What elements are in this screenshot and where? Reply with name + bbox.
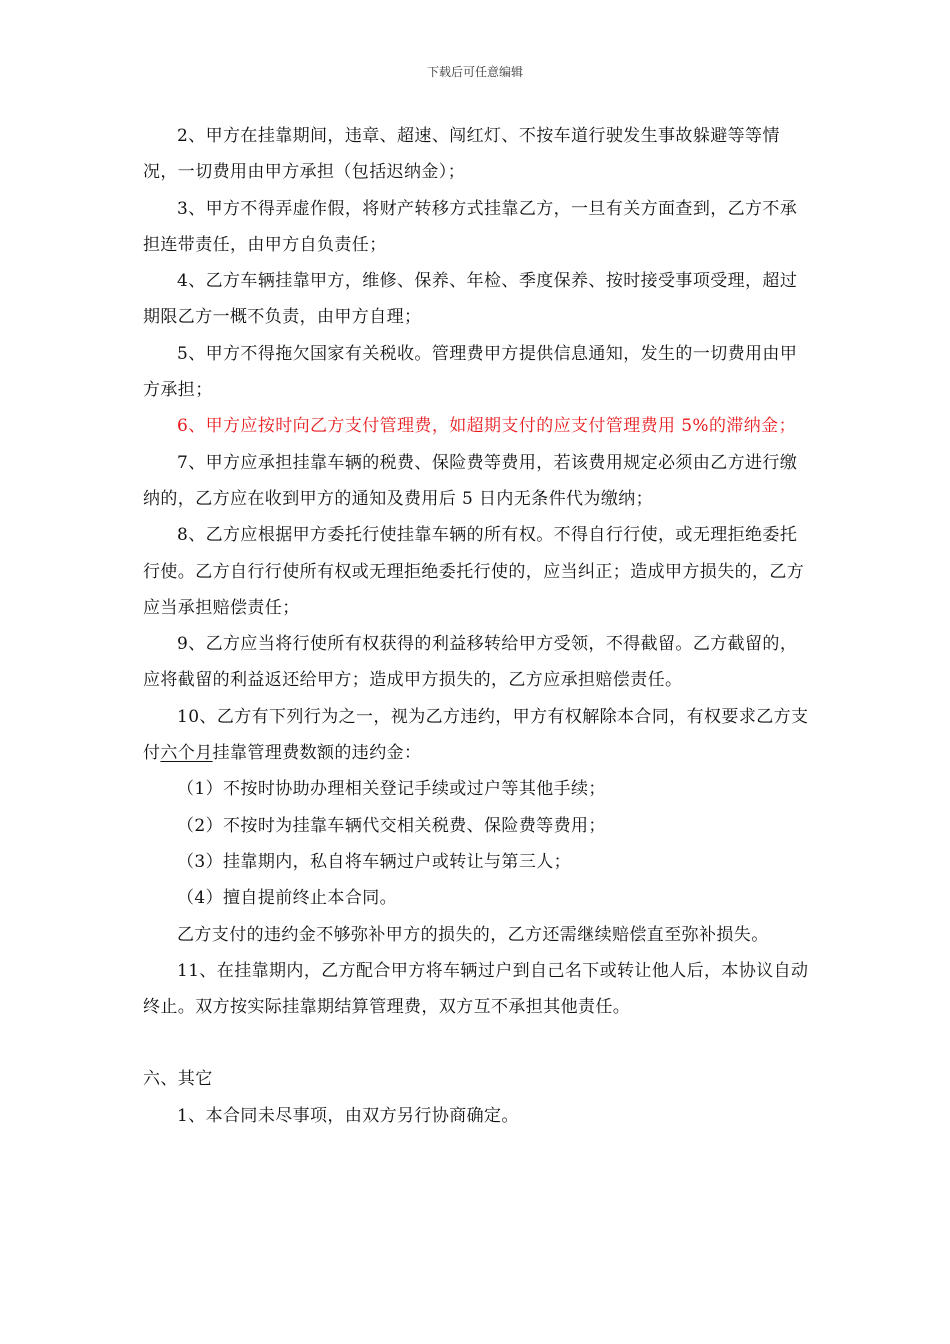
clause-10-text-after: 挂靠管理费数额的违约金： — [212, 743, 422, 764]
section-6-heading: 六、其它 — [143, 1069, 213, 1090]
clause-6-highlighted: 6、甲方应按时向乙方支付管理费，如超期支付的应支付管理费用 5%的滞纳金； — [177, 416, 796, 437]
clause-8: 8、乙方应根据甲方委托行使挂靠车辆的所有权。不得自行行使，或无理拒绝委托行使。乙方自行行使所有权或无理拒绝委托行使的，应当纠正；造成甲方损失的，乙方应当承担赔偿责任； — [143, 525, 805, 618]
clause-10-item-4: （4）擅自提前终止本合同。 — [177, 888, 398, 909]
section-6-item-1: 1、本合同未尽事项，由双方另行协商确定。 — [177, 1105, 519, 1126]
clause-10-note: 乙方支付的违约金不够弥补甲方的损失的，乙方还需继续赔偿直至弥补损失。 — [177, 924, 769, 945]
clause-2: 2、甲方在挂靠期间，违章、超速、闯红灯、不按车道行驶发生事故躲避等等情况，一切费用由甲方承担（包括迟纳金）； — [143, 126, 780, 183]
clause-10-text-before: 10、乙方有下列行为之一，视为乙方违约，甲方有权解除本合同，有权要求乙方支付 — [143, 706, 809, 764]
page-header: 下载后可任意编辑 — [426, 65, 523, 79]
clause-10-item-3: （3）挂靠期内，私自将车辆过户或转让与第三人； — [177, 851, 572, 872]
clause-10-item-2: （2）不按时为挂靠车辆代交相关税费、保险费等费用； — [177, 815, 606, 836]
document-body — [143, 118, 811, 1134]
clause-5: 5、甲方不得拖欠国家有关税收。管理费甲方提供信息通知，发生的一切费用由甲方承担； — [143, 343, 798, 401]
clause-10-item-1: （1）不按时协助办理相关登记手续或过户等其他手续； — [177, 779, 606, 800]
section-spacer — [143, 1025, 811, 1061]
clause-7: 7、甲方应承担挂靠车辆的税费、保险费等费用，若该费用规定必须由乙方进行缴纳的，乙方应在收到甲方的通知及费用后 5 日内无条件代为缴纳； — [143, 452, 798, 509]
clause-11: 11、在挂靠期内，乙方配合甲方将车辆过户到自己名下或转让他人后，本协议自动终止。双方按实际挂靠期结算管理费，双方互不承担其他责任。 — [143, 960, 809, 1018]
clause-9: 9、乙方应当将行使所有权获得的利益移转给甲方受领，不得截留。乙方截留的，应将截留的利益返还给甲方；造成甲方损失的，乙方应承担赔偿责任。 — [143, 634, 798, 691]
clause-10-underlined-term: 六个月 — [160, 743, 213, 764]
clause-3: 3、甲方不得弄虚作假，将财产转移方式挂靠乙方，一旦有关方面查到，乙方不承担连带责任，由甲方自负责任； — [143, 198, 798, 255]
clause-4: 4、乙方车辆挂靠甲方，维修、保养、年检、季度保养、按时接受事项受理，超过期限乙方一概不负责，由甲方自理； — [143, 271, 798, 328]
clause-10 — [143, 699, 811, 772]
